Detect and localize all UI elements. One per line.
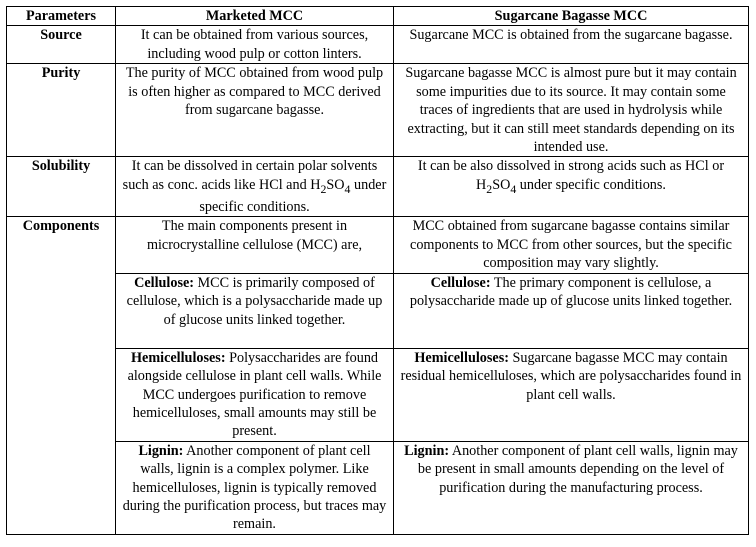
hemicelluloses-marketed-text: Polysaccharides are found alongside cellulose in plant cell walls. While MCC undergoes purification to remove hemicelluloses, small amounts may still be present.	[127, 349, 382, 440]
subscript-4: 4	[344, 181, 351, 196]
subscript-2: 2	[320, 181, 327, 196]
subscript-2: 2	[486, 181, 493, 196]
param-purity: Purity	[7, 64, 116, 157]
hemicelluloses-sugarcane	[394, 348, 749, 441]
cellulose-sugarcane-text: The primary component is cellulose, a polysaccharide made up of glucose units linked together.	[409, 274, 733, 310]
row-purity	[7, 64, 749, 157]
param-components: Components	[7, 217, 116, 534]
cellulose-title: Cellulose:	[430, 274, 491, 291]
hemicelluloses-sugarcane-text: Sugarcane bagasse MCC may contain residual hemicelluloses, which are polysaccharides found in plant cell walls.	[400, 349, 742, 403]
solubility-sugarcane-text-a: It can be also dissolved in strong acids such as HCl or H	[417, 158, 725, 193]
cellulose-title: Cellulose:	[134, 274, 194, 291]
mcc-comparison-table	[6, 6, 749, 535]
source-marketed: It can be obtained from various sources, including wood pulp or cotton linters.	[116, 26, 394, 64]
purity-sugarcane: Sugarcane bagasse MCC is almost pure but it may contain some impurities due to its source. It may contain some traces of ingredients that are used in hydrolysis while extracting, but it can still meet standards depending on its intended use.	[394, 64, 749, 157]
components-intro-sugarcane: MCC obtained from sugarcane bagasse contains similar components to MCC from other sources, but the specific composition may vary slightly.	[394, 217, 749, 273]
subscript-4: 4	[510, 181, 517, 196]
solubility-marketed-text-a: It can be dissolved in certain polar solvents such as conc. acids like HCl and H	[122, 158, 378, 193]
components-intro-marketed: The main components present in microcrystalline cellulose (MCC) are,	[116, 217, 394, 273]
solubility-sugarcane-text-c: under specific conditions.	[516, 176, 666, 193]
header-row	[7, 7, 749, 26]
header-sugarcane-mcc: Sugarcane Bagasse MCC	[394, 7, 749, 26]
header-marketed-mcc: Marketed MCC	[116, 7, 394, 26]
hemicelluloses-marketed	[116, 348, 394, 441]
param-solubility: Solubility	[7, 157, 116, 217]
row-hemicelluloses	[7, 348, 749, 441]
lignin-marketed	[116, 441, 394, 534]
row-lignin	[7, 441, 749, 534]
solubility-sugarcane-text-b: SO	[492, 176, 511, 193]
hemicelluloses-title: Hemicelluloses:	[414, 349, 509, 366]
cellulose-marketed-text: MCC is primarily composed of cellulose, which is a polysaccharide made up of glucose units linked together.	[126, 274, 383, 328]
hemicelluloses-title: Hemicelluloses:	[130, 349, 226, 366]
solubility-marketed	[116, 157, 394, 217]
lignin-marketed-text: Another component of plant cell walls, lignin is a complex polymer. Like hemicelluloses, lignin is typically removed during the purification process, but traces may remain.	[122, 442, 387, 533]
lignin-sugarcane	[394, 441, 749, 534]
lignin-title: Lignin:	[138, 442, 184, 459]
solubility-marketed-text-c: under specific conditions.	[199, 176, 387, 216]
row-solubility	[7, 157, 749, 217]
source-sugarcane: Sugarcane MCC is obtained from the sugarcane bagasse.	[394, 26, 749, 64]
param-source: Source	[7, 26, 116, 64]
header-parameters: Parameters	[7, 7, 116, 26]
cellulose-marketed	[116, 273, 394, 348]
purity-marketed: The purity of MCC obtained from wood pulp is often higher as compared to MCC derived from sugarcane bagasse.	[116, 64, 394, 157]
lignin-title: Lignin:	[404, 442, 450, 459]
cellulose-sugarcane	[394, 273, 749, 348]
comparison-table-container	[6, 6, 749, 535]
lignin-sugarcane-text: Another component of plant cell walls, lignin may be present in small amounts depending on the level of purification during the manufacturing process.	[417, 442, 738, 496]
solubility-sugarcane	[394, 157, 749, 217]
row-source	[7, 26, 749, 64]
row-cellulose	[7, 273, 749, 348]
solubility-marketed-text-b: SO	[326, 176, 345, 193]
row-components-intro	[7, 217, 749, 273]
